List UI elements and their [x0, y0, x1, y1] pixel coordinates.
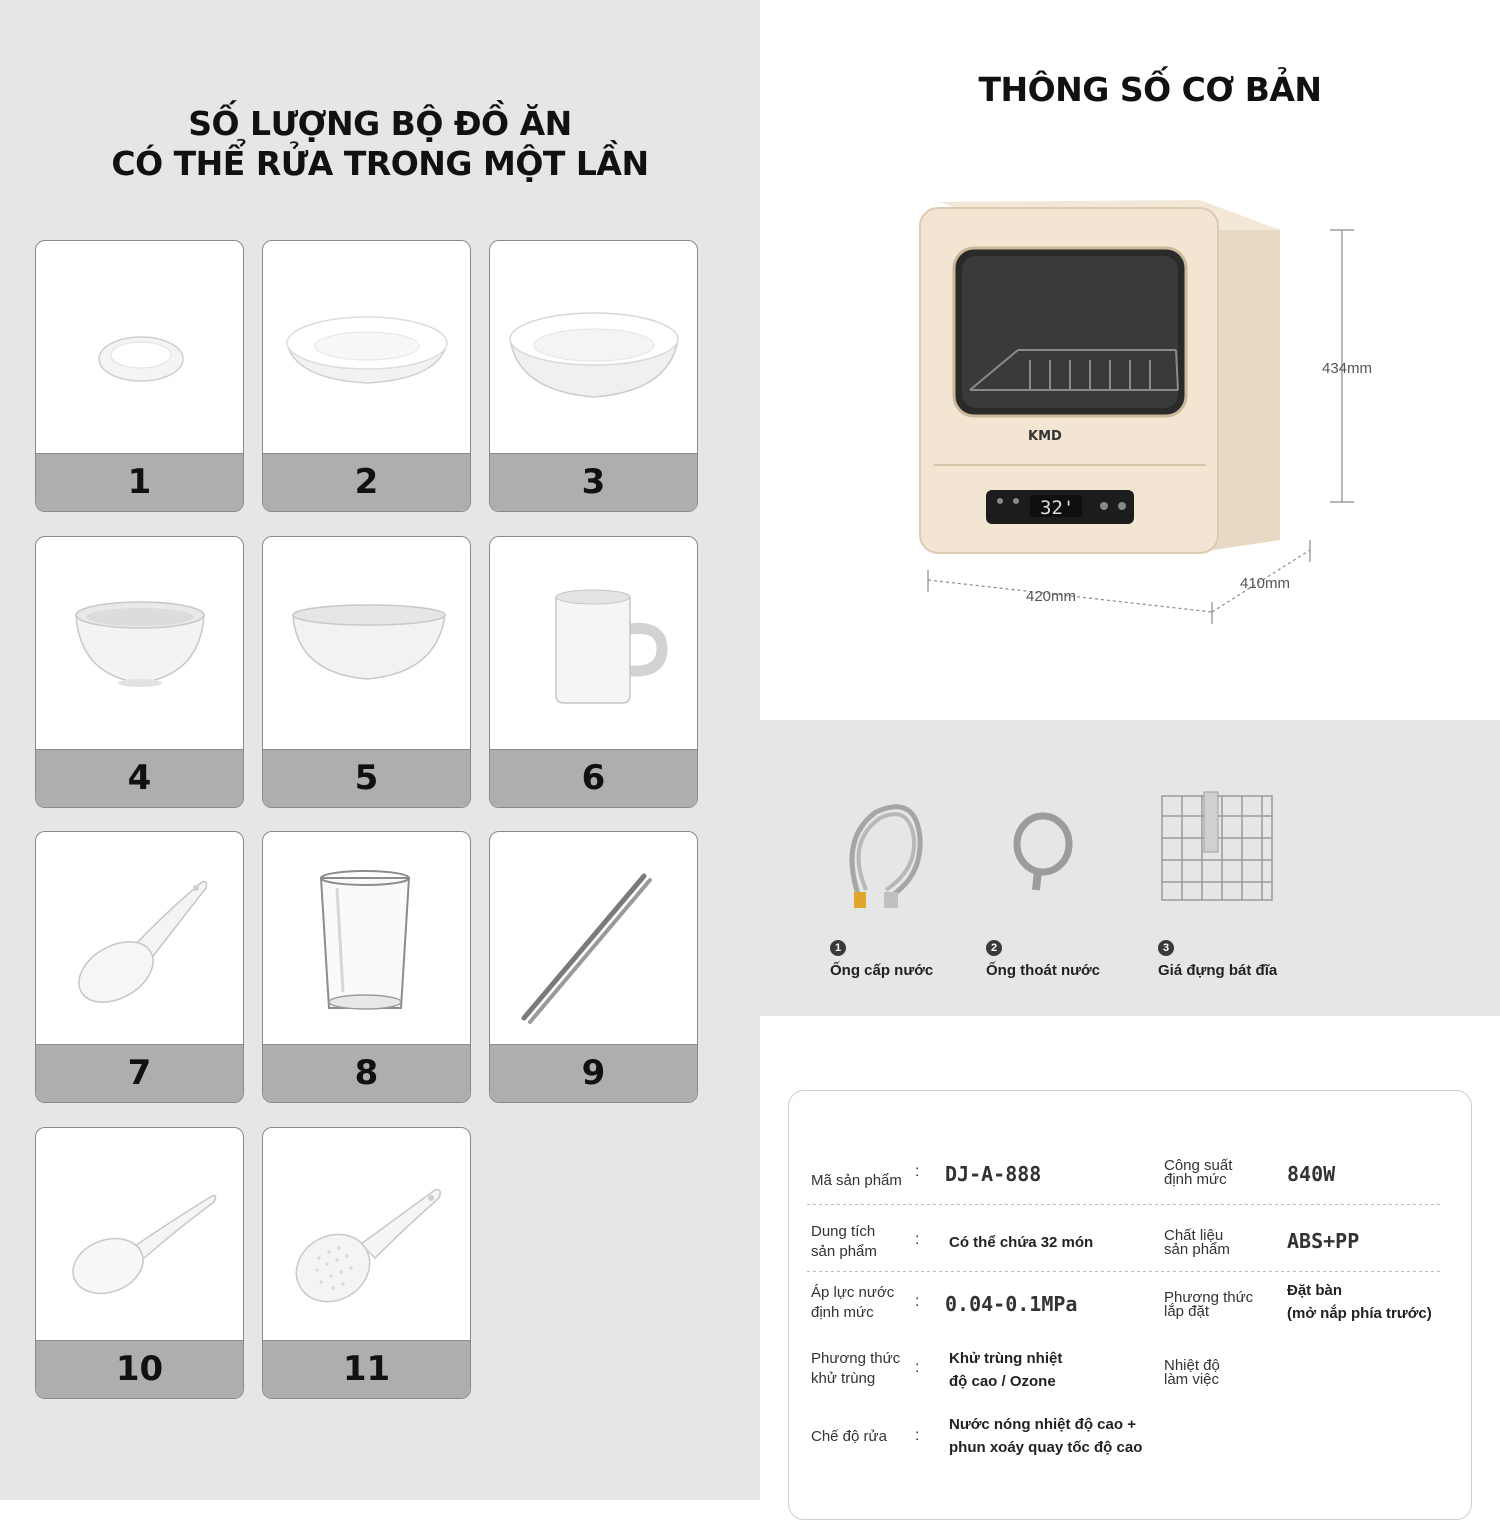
power-value: 840W	[1287, 1162, 1336, 1186]
tableware-card-10	[35, 1127, 244, 1399]
accessories-panel	[760, 720, 1500, 1016]
control-display: 32'	[1040, 497, 1075, 519]
material-label-line-1: Chất liệu	[1164, 1227, 1224, 1244]
tableware-number: 4	[36, 749, 243, 807]
accessory-index: 3	[1158, 940, 1174, 956]
small-saucer-icon	[36, 241, 244, 455]
sterilize-value-line-2: độ cao / Ozone	[949, 1373, 1056, 1390]
accessory-dish-rack	[1158, 938, 1277, 979]
pressure-label-line-1: Áp lực nước	[811, 1284, 895, 1301]
tableware-number: 3	[490, 453, 697, 511]
rice-paddle-icon	[263, 1128, 471, 1342]
tableware-title	[0, 104, 760, 184]
row-divider	[807, 1271, 1443, 1272]
ladle-icon	[36, 1128, 244, 1342]
glass-icon	[263, 832, 471, 1046]
capacity-label-line-2: sản phẩm	[811, 1243, 877, 1260]
chopsticks-icon	[490, 832, 698, 1046]
row-divider	[807, 1204, 1443, 1205]
height-dimension: 434mm	[1322, 360, 1373, 377]
depth-dimension: 410mm	[1240, 575, 1291, 592]
oval-bowl-icon	[263, 537, 471, 751]
sterilize-label-line-2: khử trùng	[811, 1370, 876, 1387]
temperature-label-line-2: làm việc	[1164, 1371, 1220, 1388]
accessory-label: Ống thoát nước	[986, 962, 1101, 979]
capacity-label-line-1: Dung tích	[811, 1223, 876, 1240]
soup-spoon-icon	[36, 832, 244, 1046]
pressure-label	[811, 1283, 894, 1323]
capacity-label	[811, 1222, 877, 1262]
accessory-label: Giá đựng bát đĩa	[1158, 962, 1278, 979]
model-label: Mã sản phẩm	[811, 1172, 902, 1189]
tableware-title-line-1: SỐ LƯỢNG BỘ ĐỒ ĂN	[188, 104, 572, 143]
install-value-line-2: (mở nắp phía trước)	[1287, 1305, 1432, 1322]
spec-table	[788, 1090, 1472, 1520]
tableware-card-1	[35, 240, 244, 512]
tableware-card-5	[262, 536, 471, 808]
drain-hose-icon	[1008, 810, 1078, 900]
accessory-drain-hose	[986, 938, 1100, 979]
dishwasher-illustration	[900, 190, 1400, 640]
colon: :	[915, 1359, 920, 1376]
tableware-number: 6	[490, 749, 697, 807]
tableware-number: 9	[490, 1044, 697, 1102]
tableware-number: 10	[36, 1340, 243, 1398]
tableware-number: 7	[36, 1044, 243, 1102]
material-label-line-2: sản phẩm	[1164, 1241, 1230, 1258]
tableware-card-7	[35, 831, 244, 1103]
sterilize-value-line-1: Khử trùng nhiệt	[949, 1350, 1063, 1367]
brand-logo: KMD	[1028, 429, 1062, 444]
tableware-card-11	[262, 1127, 471, 1399]
tableware-card-9	[489, 831, 698, 1103]
wash-mode-label: Chế độ rửa	[811, 1428, 887, 1445]
rice-bowl-icon	[36, 537, 244, 751]
sterilize-label-line-1: Phương thức	[811, 1350, 901, 1367]
install-value-line-1: Đặt bàn	[1287, 1282, 1343, 1299]
accessory-index: 1	[830, 940, 846, 956]
wash-mode-value-line-2: phun xoáy quay tốc độ cao	[949, 1439, 1143, 1456]
install-label	[1164, 1291, 1253, 1319]
install-label-line-2: lắp đặt	[1164, 1303, 1210, 1320]
wash-mode-value	[949, 1413, 1142, 1459]
install-label-line-1: Phương thức	[1164, 1289, 1254, 1306]
tableware-number: 11	[263, 1340, 470, 1398]
wash-mode-value-line-1: Nước nóng nhiệt độ cao +	[949, 1416, 1136, 1433]
tableware-card-8	[262, 831, 471, 1103]
capacity-value: Có thể chứa 32 món	[949, 1234, 1094, 1251]
plate-icon	[263, 241, 471, 455]
power-label-line-2: định mức	[1164, 1171, 1227, 1188]
tableware-card-2	[262, 240, 471, 512]
sterilize-label	[811, 1349, 900, 1389]
dish-rack-icon	[1156, 790, 1278, 910]
temperature-label	[1164, 1359, 1220, 1387]
pressure-value: 0.04-0.1MPa	[945, 1292, 1078, 1316]
accessory-label: Ống cấp nước	[830, 962, 934, 979]
pressure-label-line-2: định mức	[811, 1304, 874, 1321]
accessory-index: 2	[986, 940, 1002, 956]
material-label	[1164, 1229, 1230, 1257]
sterilize-value	[949, 1347, 1062, 1393]
tableware-title-line-2: CÓ THỂ RỬA TRONG MỘT LẦN	[111, 144, 649, 183]
accessory-inlet-hose	[830, 938, 933, 979]
tableware-card-4	[35, 536, 244, 808]
mug-icon	[490, 537, 698, 751]
model-value: DJ-A-888	[945, 1162, 1042, 1186]
colon: :	[915, 1293, 920, 1310]
width-dimension: 420mm	[1026, 588, 1077, 605]
colon: :	[915, 1163, 920, 1180]
tableware-number: 1	[36, 453, 243, 511]
spec-title: THÔNG SỐ CƠ BẢN	[978, 70, 1322, 109]
install-value	[1287, 1279, 1432, 1325]
power-label-line-1: Công suất	[1164, 1157, 1233, 1174]
tableware-number: 5	[263, 749, 470, 807]
power-label	[1164, 1159, 1232, 1187]
tableware-number: 2	[263, 453, 470, 511]
colon: :	[915, 1231, 920, 1248]
tableware-card-3	[489, 240, 698, 512]
inlet-hose-icon	[836, 798, 928, 918]
temperature-label-line-1: Nhiệt độ	[1164, 1357, 1220, 1374]
material-value: ABS+PP	[1287, 1229, 1360, 1253]
tableware-card-6	[489, 536, 698, 808]
colon: :	[915, 1427, 920, 1444]
tableware-number: 8	[263, 1044, 470, 1102]
deep-plate-icon	[490, 241, 698, 455]
